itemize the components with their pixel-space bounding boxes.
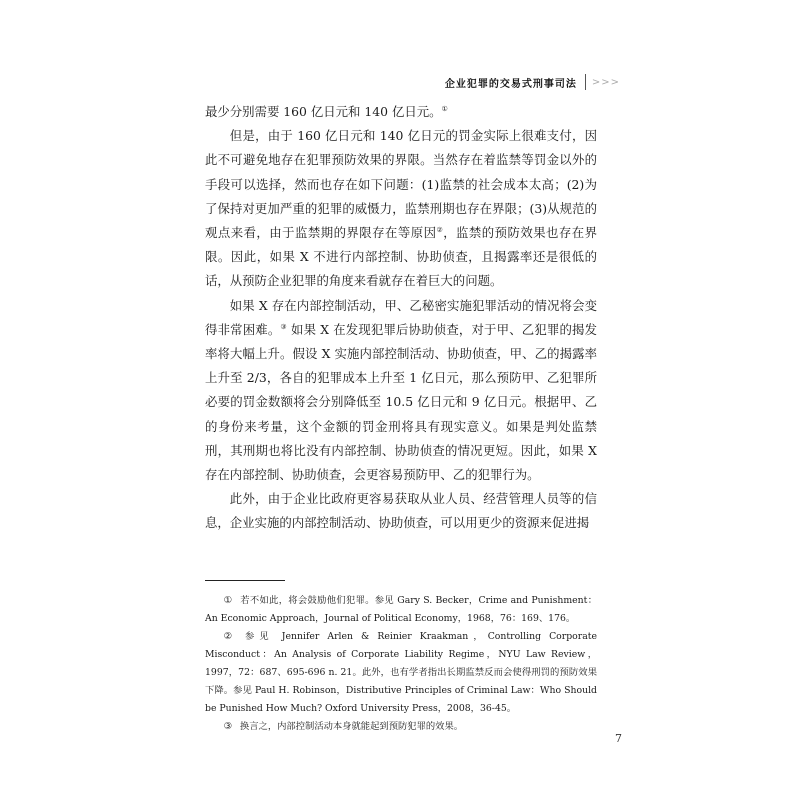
page-number: 7 — [615, 732, 622, 745]
running-head — [0, 72, 620, 92]
paragraph: 如果 X 存在内部控制活动，甲、乙秘密实施犯罪活动的情况将会变得非常困难。③ 如果 X 在发现犯罪后协助侦查，对于甲、乙犯罪的揭发率将大幅上升。假设 X 实施内部控制活动、协助侦查，甲、乙的揭露率上升至 2/3，各自的犯罪成本上升至 1 亿日元，那么预防甲、乙犯罪所必要的罚金数额将会分别降低至 10.5 亿日元和 9 亿日元。根据甲、乙的身份来考量，这个金额的罚金刑将具有现实意义。如果是判处监禁刑，其刑期也将比没有内部控制、协助侦查的情况更短。因此，如果 X 存在内部控制、协助侦查，会更容易预防甲、乙的犯罪行为。 — [205, 297, 598, 483]
chevrons-right-icon: >>> — [591, 76, 620, 88]
footnotes — [205, 592, 597, 736]
paragraph: 但是，由于 160 亿日元和 140 亿日元的罚金实际上很难支付，因此不可避免地存在犯罪预防效果的界限。当然存在着监禁等罚金以外的手段可以选择，然而也存在如下问题：(1)监禁的社会成本太高；(2)为了保持对更加严重的犯罪的威慑力，监禁刑期也存在界限；(3)从规范的观点来看，由于监禁期的界限存在等原因②，监禁的预防效果也存在界限。因此，如果 X 不进行内部控制、协助侦查，且揭露率还是很低的话，从预防企业犯罪的角度来看就存在着巨大的问题。 — [205, 128, 598, 289]
footnote-mark: ① — [223, 595, 233, 606]
footnote-divider — [205, 580, 285, 581]
footnote: ② 参见 Jennifer Arlen & Reinier Kraakman，Controlling Corporate Misconduct：An Analysis of Corporate Liability Regime，NYU Law Review，1997，72：687、695-696 n. 21。此外，也有学者指出长期监禁反而会使得刑罚的预防效果下降。参见 Paul H. Robinson，Distributive Principles of Criminal Law：Who Should be Punished How Much? Oxford University Press，2008，36-45。 — [205, 631, 597, 714]
paragraph: 最少分别需要 160 亿日元和 140 亿日元。① — [205, 104, 448, 119]
footnote-ref[interactable]: ③ — [280, 322, 287, 331]
footnote: ① 若不如此，将会鼓励他们犯罪。参见 Gary S. Becker，Crime and Punishment：An Economic Approach，Journal of Political Economy，1968，76：169、176。 — [205, 595, 597, 624]
body-text — [205, 100, 597, 536]
footnote-mark: ③ — [223, 721, 232, 732]
footnote-ref[interactable]: ① — [441, 104, 448, 113]
footnote: ③ 换言之，内部控制活动本身就能起到预防犯罪的效果。 — [223, 721, 464, 732]
running-head-divider — [585, 74, 586, 90]
running-title: 企业犯罪的交易式刑事司法 — [444, 78, 577, 90]
footnote-ref[interactable]: ② — [436, 225, 444, 234]
footnote-mark: ② — [223, 631, 238, 642]
paragraph: 此外，由于企业比政府更容易获取从业人员、经营管理人员等的信息，企业实施的内部控制活动、协助侦查，可以用更少的资源来促进揭 — [205, 491, 597, 531]
